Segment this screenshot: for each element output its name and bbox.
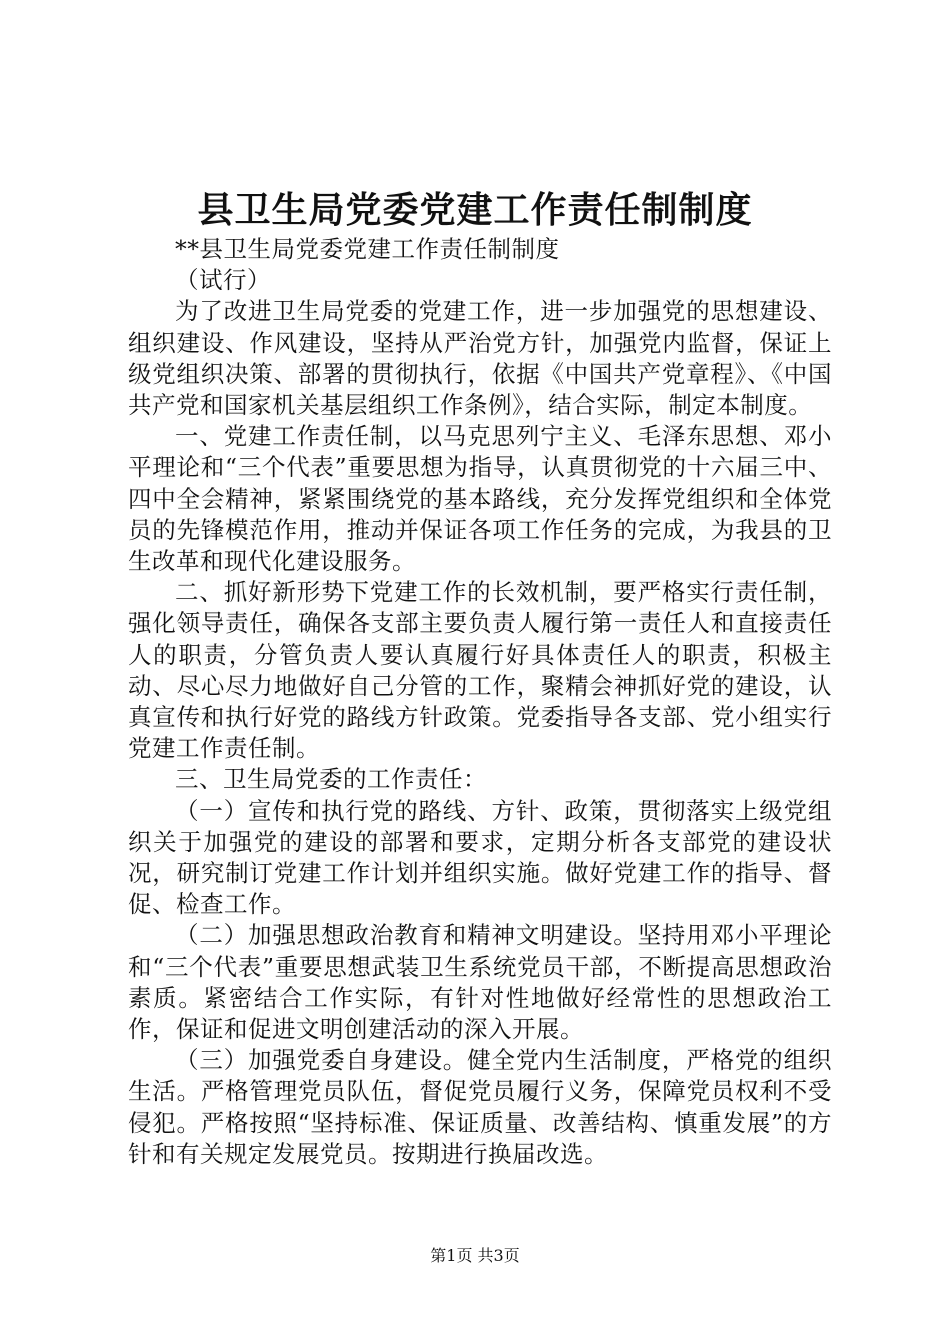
page-number-footer: 第1页 共3页 — [430, 1246, 520, 1265]
paragraph-item-2: （二）加强思想政治教育和精神文明建设。坚持用邓小平理论和“三个代表”重要思想武装卫生系统党员干部，不断提高思想政治素质。紧密结合工作实际，有针对性地做好经常性的思想政治工作，保证和促进文明创建活动的深入开展。 — [128, 921, 832, 1044]
paragraph-section-2: 二、抓好新形势下党建工作的长效机制，要严格实行责任制，强化领导责任，确保各支部主要负责人履行第一责任人和直接责任人的职责，分管负责人要认真履行好具体责任人的职责，积极主动、尽心尽力地做好自己分管的工作，聚精会神抓好党的建设，认真宣传和执行好党的路线方针政策。党委指导各支部、党小组实行党建工作责任制。 — [128, 578, 832, 763]
document-subtitle: **县卫生局党委党建工作责任制制度 — [175, 235, 560, 263]
paragraph-item-1: （一）宣传和执行党的路线、方针、政策，贯彻落实上级党组织关于加强党的建设的部署和要求，定期分析各支部党的建设状况，研究制订党建工作计划并组织实施。做好党建工作的指导、督促、检查工作。 — [128, 796, 832, 919]
document-title: 县卫生局党委党建工作责任制制度 — [197, 189, 753, 231]
trial-note: （试行） — [175, 266, 271, 295]
document-body — [128, 234, 832, 1170]
paragraph-section-3-heading: 三、卫生局党委的工作责任： — [175, 765, 487, 794]
paragraph-intro: 为了改进卫生局党委的党建工作，进一步加强党的思想建设、组织建设、作风建设，坚持从严治党方针，加强党内监督，保证上级党组织决策、部署的贯彻执行，依据《中国共产党章程》、《中国共产党和国家机关基层组织工作条例》，结合实际，制定本制度。 — [128, 297, 832, 420]
paragraph-section-1: 一、党建工作责任制，以马克思列宁主义、毛泽东思想、邓小平理论和“三个代表”重要思想为指导，认真贯彻党的十六届三中、四中全会精神，紧紧围绕党的基本路线，充分发挥党组织和全体党员的先锋模范作用，推动并保证各项工作任务的完成，为我县的卫生改革和现代化建设服务。 — [128, 422, 832, 576]
paragraph-item-3: （三）加强党委自身建设。健全党内生活制度，严格党的组织生活。严格管理党员队伍，督促党员履行义务，保障党员权利不受侵犯。严格按照“坚持标准、保证质量、改善结构、慎重发展”的方针和有关规定发展党员。按期进行换届改选。 — [128, 1046, 832, 1168]
